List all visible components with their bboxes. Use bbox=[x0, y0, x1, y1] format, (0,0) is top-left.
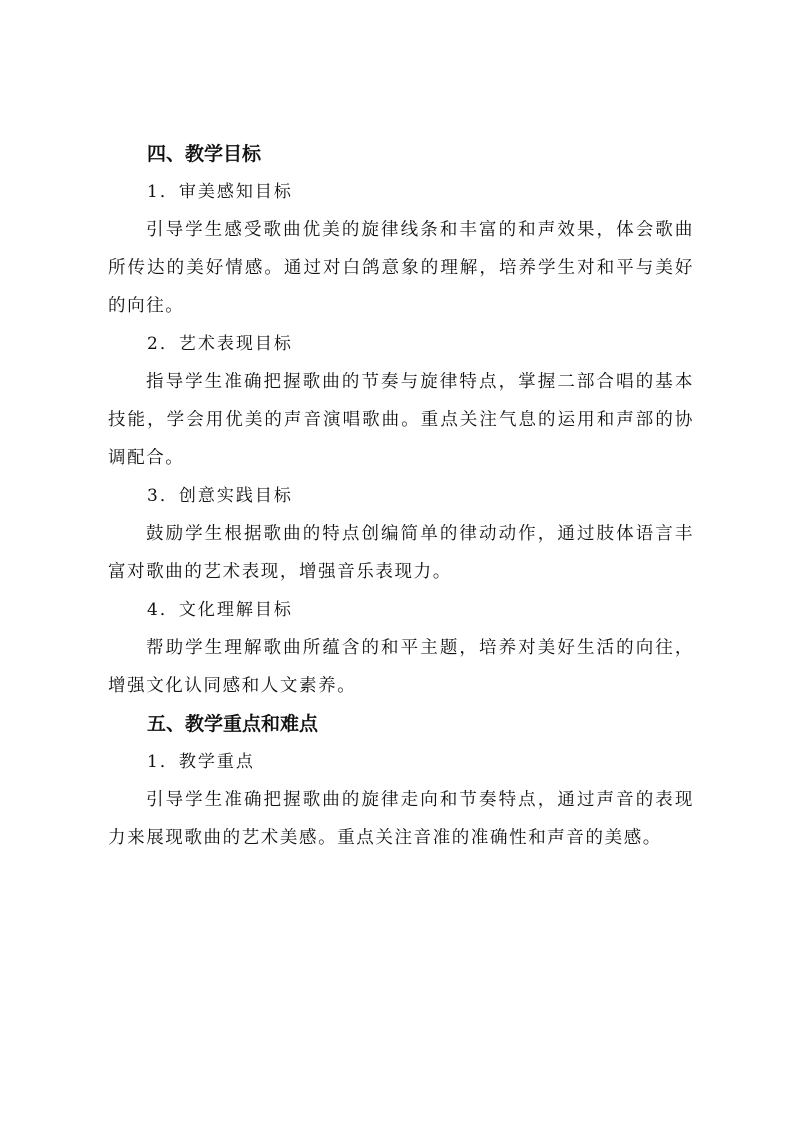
key-point-title: 1．教学重点 bbox=[147, 752, 255, 772]
objective-title-cultural: 4．文化理解目标 bbox=[147, 600, 293, 620]
section-heading-key-points: 五、教学重点和难点 bbox=[147, 713, 319, 735]
objective-text-creative: 鼓励学生根据歌曲的特点创编简单的律动动作，通过肢体语言丰富对歌曲的艺术表现，增强音乐表现力。 bbox=[108, 524, 694, 582]
objective-text-artistic: 指导学生准确把握歌曲的节奏与旋律特点，掌握二部合唱的基本技能，学会用优美的声音演唱歌曲。重点关注气息的运用和声部的协调配合。 bbox=[108, 372, 694, 468]
objective-title-creative: 3．创意实践目标 bbox=[147, 486, 293, 506]
objective-title-aesthetic: 1．审美感知目标 bbox=[147, 182, 293, 202]
document-body bbox=[108, 135, 694, 857]
objective-text-aesthetic: 引导学生感受歌曲优美的旋律线条和丰富的和声效果，体会歌曲所传达的美好情感。通过对白鸽意象的理解，培养学生对和平与美好的向往。 bbox=[108, 220, 694, 316]
objective-title-artistic: 2．艺术表现目标 bbox=[147, 334, 293, 354]
key-point-text: 引导学生准确把握歌曲的旋律走向和节奏特点，通过声音的表现力来展现歌曲的艺术美感。重点关注音准的准确性和声音的美感。 bbox=[108, 790, 694, 848]
objective-text-cultural: 帮助学生理解歌曲所蕴含的和平主题，培养对美好生活的向往，增强文化认同感和人文素养。 bbox=[108, 638, 694, 696]
section-heading-teaching-objectives: 四、教学目标 bbox=[147, 143, 262, 165]
